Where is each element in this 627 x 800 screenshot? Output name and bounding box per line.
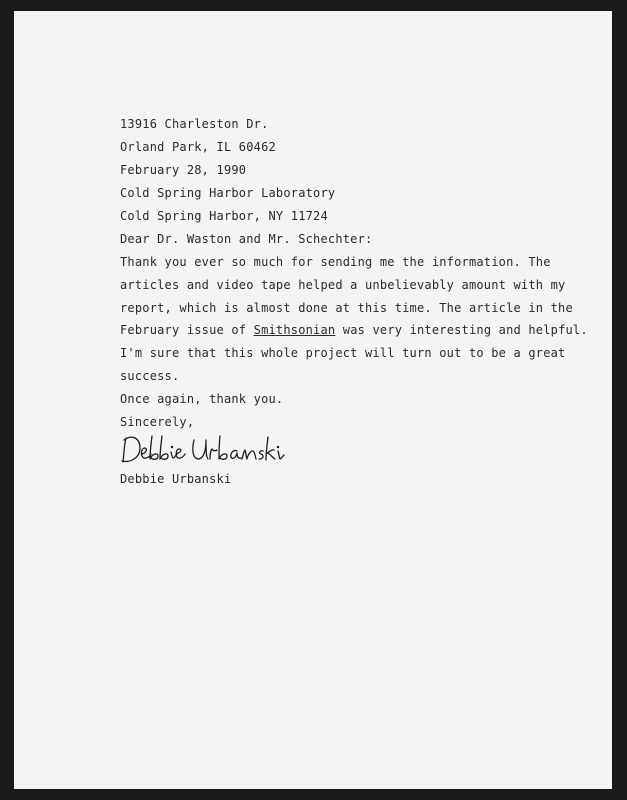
body-line-prefix: February issue of (120, 323, 247, 338)
body-line: articles and video tape helped a unbelievably amount with my (120, 277, 566, 292)
letter-content (120, 113, 590, 491)
salutation: Dear Dr. Waston and Mr. Schechter: (120, 232, 373, 246)
body-line-suffix: was very interesting and helpful. (342, 323, 588, 338)
body-line: I'm sure that this whole project will turn out to be a great (120, 346, 566, 361)
body-line (120, 319, 590, 342)
letter-page (14, 11, 612, 789)
body-line: Thank you ever so much for sending me the information. The (120, 255, 551, 269)
handwritten-signature (120, 434, 590, 468)
publication-title: Smithsonian (253, 323, 336, 338)
recipient-city-state-zip: Cold Spring Harbor, NY 11724 (120, 209, 328, 223)
signature-scrawl-icon (120, 432, 290, 468)
closing: Sincerely, (120, 414, 195, 429)
recipient-name: Cold Spring Harbor Laboratory (120, 186, 336, 200)
body-line: report, which is almost done at this time. The article in the (120, 300, 573, 315)
letter-date: February 28, 1990 (120, 163, 247, 177)
body-line: success. (120, 368, 180, 383)
typed-name: Debbie Urbanski (120, 471, 232, 486)
sender-street: 13916 Charleston Dr. (120, 117, 269, 131)
closing-sentence: Once again, thank you. (120, 391, 284, 406)
letter-body (120, 251, 590, 388)
sender-city-state-zip: Orland Park, IL 60462 (120, 140, 276, 154)
